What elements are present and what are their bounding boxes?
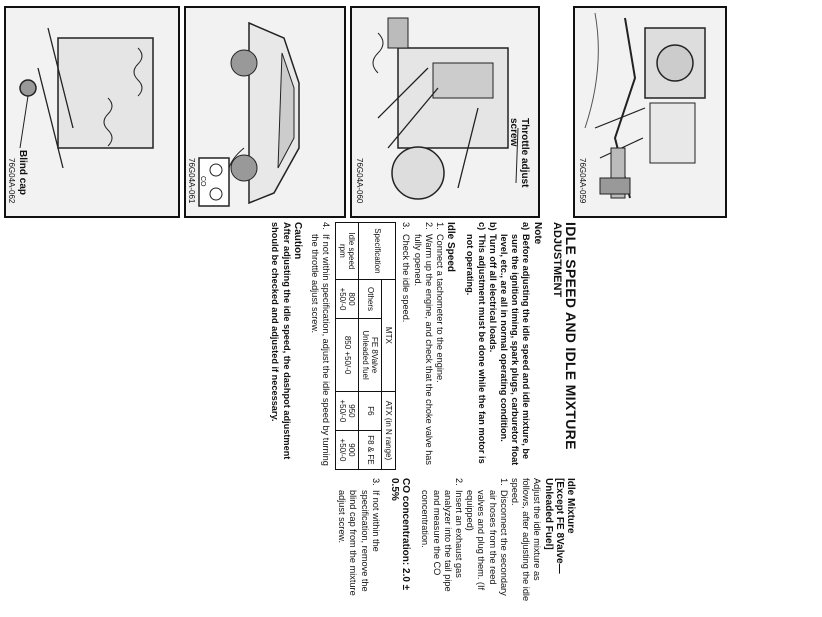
- note-item: b) Turn off all electrical loads.: [487, 222, 498, 353]
- figure-code: 76G04A-061: [187, 158, 196, 204]
- note-heading: Note: [531, 222, 543, 245]
- table-cell: 950 +50/-0: [336, 391, 359, 430]
- figure-code: 76G04A-060: [355, 158, 364, 204]
- idle-speed-heading: Idle Speed: [445, 222, 457, 273]
- table-header-fe: FE 8Valve Unleaded fuel: [359, 319, 382, 392]
- idle-mixture-intro: Adjust the idle mixture as follows, after adjusting the idle speed.: [509, 478, 543, 602]
- table-header-atx: ATX (in N range): [382, 391, 396, 469]
- idle-mixture-subheading: [Except FE 8Valve—Unleaded Fuel]: [542, 478, 565, 574]
- table-cell: 900 +50/-0: [336, 430, 359, 469]
- step: 1. Disconnect the secondary air hoses from the reed valves and plug them. (If equipped): [465, 478, 509, 596]
- caution-text: After adjusting the idle speed, the dashpot adjustment should be checked and adjusted if necessary.: [270, 222, 292, 460]
- table-row-label: Idle speed rpm: [336, 223, 359, 280]
- step: 2. Warm up the engine, and check that the choke valve has fully opened.: [412, 222, 434, 466]
- step: 4. If not within specification, adjust the idle speed by turning the throttle adjust screw.: [309, 222, 332, 466]
- table-header-others: Others: [359, 279, 382, 318]
- table-header-f6: F6: [359, 391, 382, 430]
- note-item: c) This adjustment must be done while the fan motor is not operating.: [465, 222, 487, 464]
- step: 3. Check the idle speed.: [401, 222, 412, 323]
- table-header-mtx: MTX: [382, 279, 396, 391]
- callout-throttle-adjust-screw: Throttle adjust screw: [508, 118, 530, 188]
- table-header-spec: Specification: [359, 223, 396, 280]
- table-header-f8fe: F8 & FE: [359, 430, 382, 469]
- idle-mixture-heading: Idle Mixture: [565, 478, 576, 534]
- figure-code: 76G04A-062: [7, 158, 16, 204]
- callout-blind-cap: Blind cap: [17, 150, 28, 196]
- text-column-2: [336, 478, 576, 606]
- caution-heading: Caution: [291, 222, 303, 260]
- table-cell: 800 +50/-0: [336, 279, 359, 318]
- section-heading: ADJUSTMENT: [550, 222, 563, 298]
- step: 2. Insert an exhaust gas analyzer into the tail pipe and measure the CO concentration.: [420, 478, 464, 592]
- step: 3. If not within the specification, remove the blind cap from the mixture adjust screw.: [337, 478, 381, 596]
- co-concentration: CO concentration: 2.0 ± 0.5%: [388, 478, 412, 591]
- page-title: IDLE SPEED AND IDLE MIXTURE: [563, 222, 579, 450]
- note-item: a) Before adjusting the idle speed and idle mixture, be sure the ignition timing, spark plugs, carburetor float level, etc., are all in normal operating condition.: [498, 222, 532, 466]
- table-cell: 850 +50/-0: [336, 319, 359, 392]
- analyzer-label: CO: [199, 176, 206, 187]
- figure-code: 76G04A-059: [578, 158, 587, 204]
- step: 1. Connect a tachometer to the engine.: [434, 222, 445, 383]
